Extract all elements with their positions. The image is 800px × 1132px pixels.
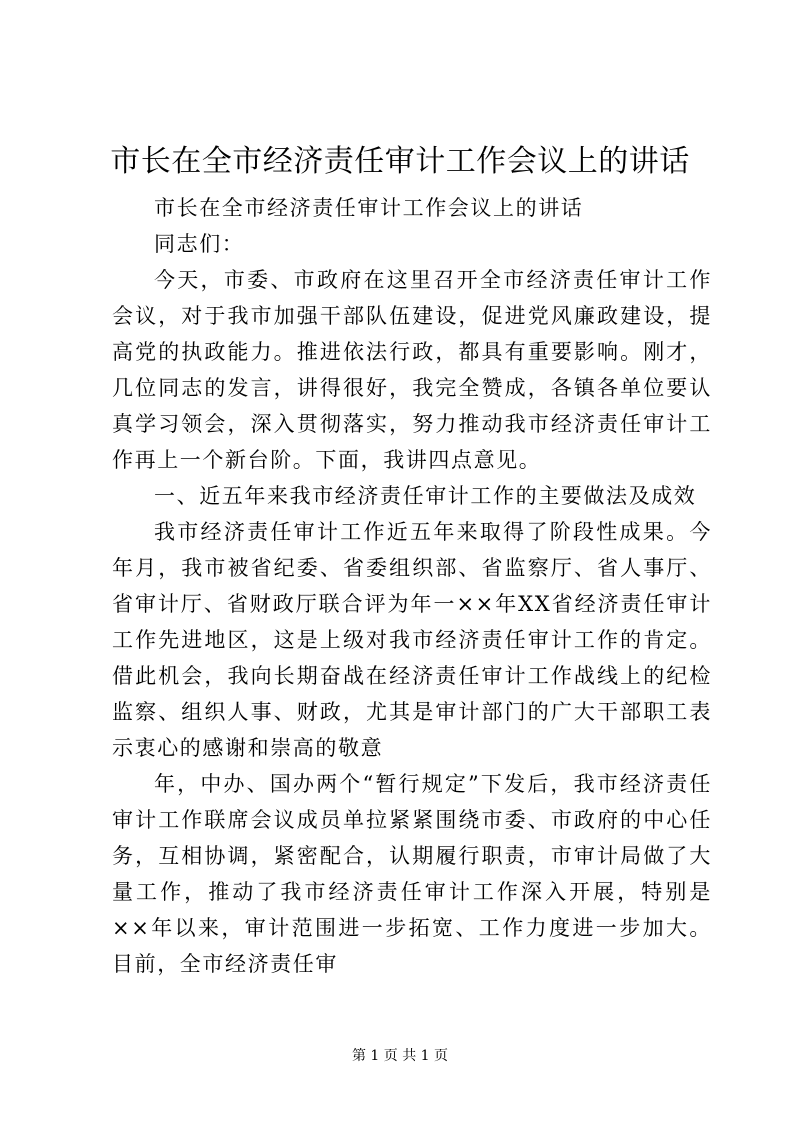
page-number: 第 1 页 共 1 页 [351, 1048, 449, 1064]
opening-paragraph: 今天，市委、市政府在这里召开全市经济责任审计工作会议，对于我市加强干部队伍建设，促进党风廉政建设，提高党的执政能力。推进依法行政，都具有重要影响。刚才，几位同志的发言，讲得很好，我完全赞成，各镇各单位要认真学习领会，深入贯彻落实，努力推动我市经济责任审计工作再上一个新台阶。下面，我讲四点意见。 [112, 268, 712, 472]
page-footer [0, 1046, 800, 1066]
document-title: 市长在全市经济责任审计工作会议上的讲话 [110, 144, 690, 179]
history-paragraph: 年，中办、国办两个“暂行规定”下发后，我市经济责任审计工作联席会议成员单拉紧紧围绕市委、市政府的中心任务，互相协调，紧密配合，认期履行职责，市审计局做了大量工作，推动了我市经济责任审计工作深入开展，特别是××年以来，审计范围进一步拓宽、工作力度进一步加大。目前，全市经济责任审 [112, 772, 712, 976]
subtitle-paragraph: 市长在全市经济责任审计工作会议上的讲话 [154, 196, 584, 220]
salutation-paragraph: 同志们： [154, 232, 245, 256]
achievement-paragraph: 我市经济责任审计工作近五年来取得了阶段性成果。今年月，我市被省纪委、省委组织部、省监察厅、省人事厅、省审计厅、省财政厅联合评为年一××年XX省经济责任审计工作先进地区，这是上级对我市经济责任审计工作的肯定。借此机会，我向长期奋战在经济责任审计工作战线上的纪检监察、组织人事、财政，尤其是审计部门的广大干部职工表示衷心的感谢和崇高的敬意 [112, 520, 712, 760]
section-heading: 一、近五年来我市经济责任审计工作的主要做法及成效 [154, 484, 697, 508]
document-body [112, 190, 712, 982]
